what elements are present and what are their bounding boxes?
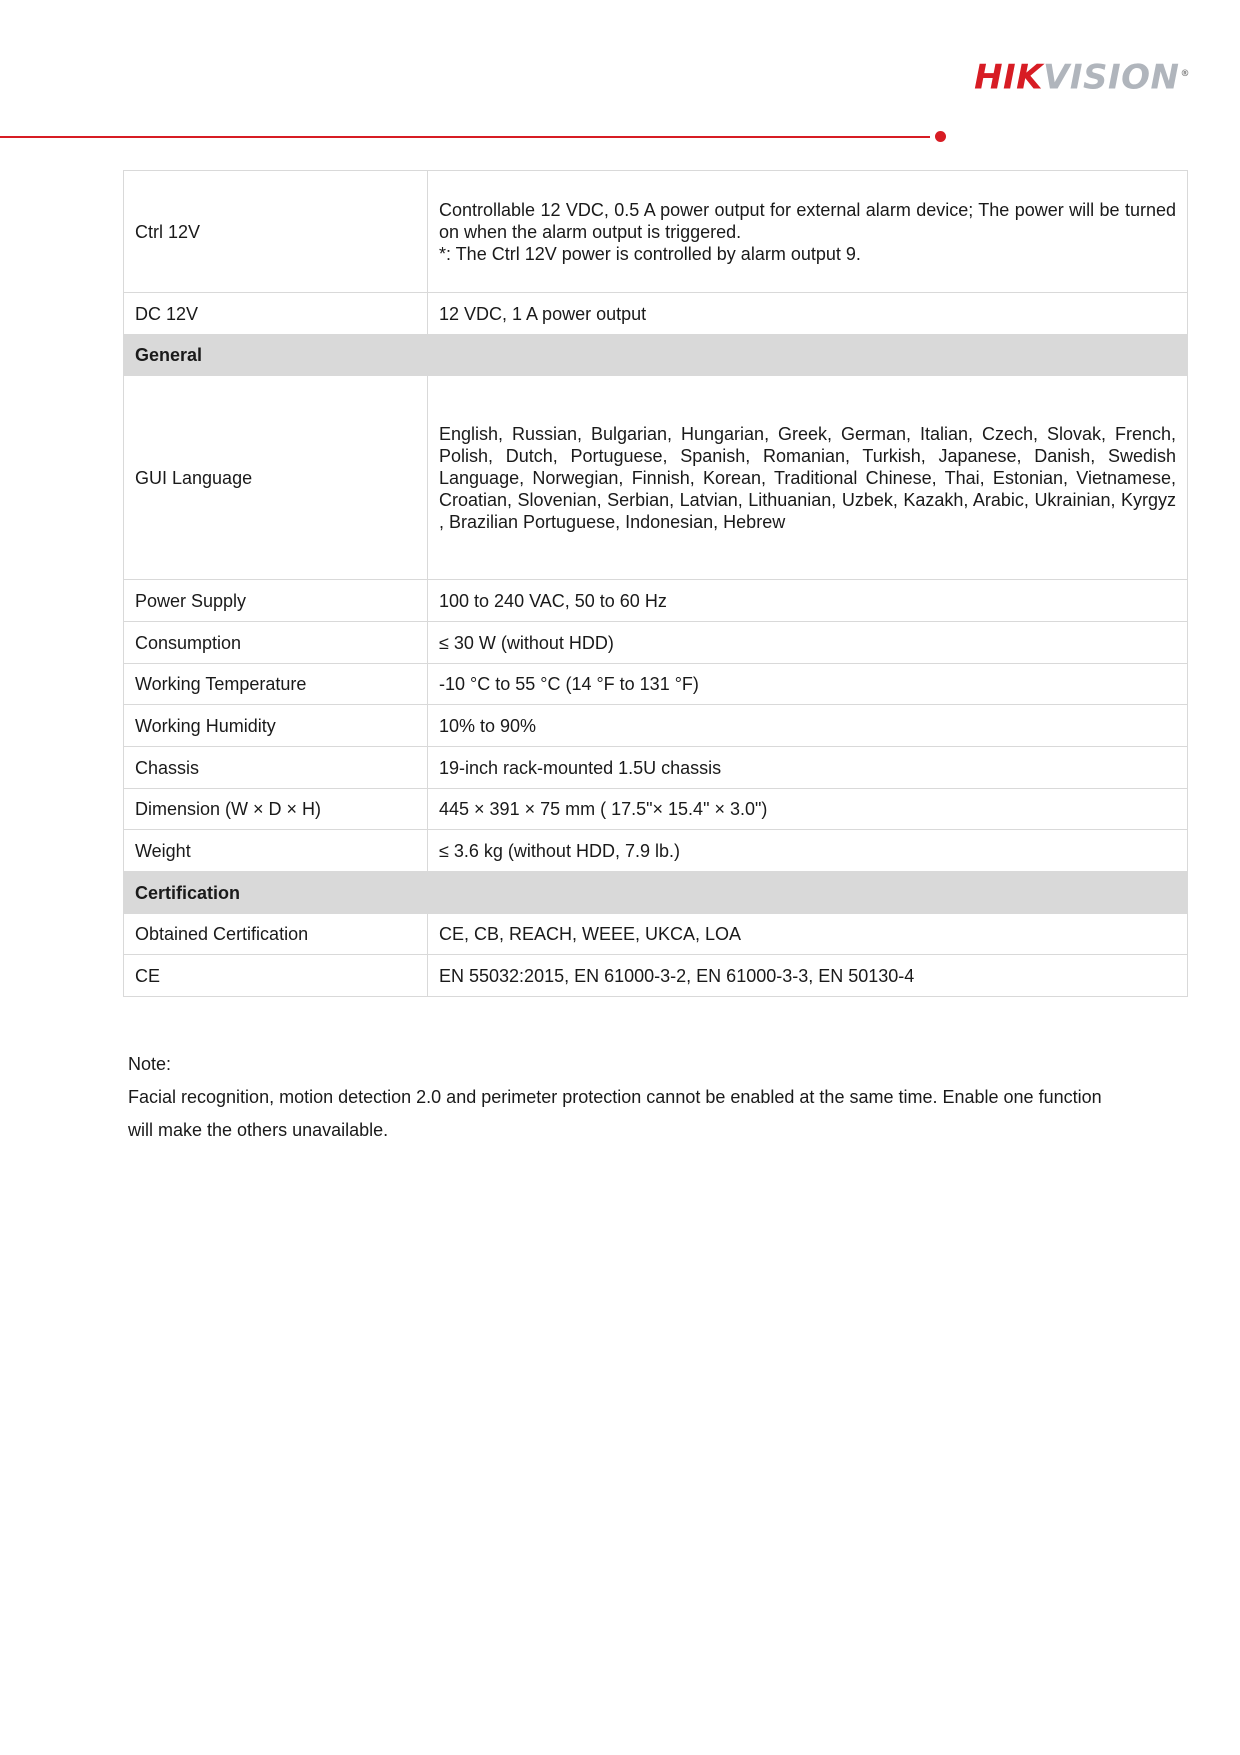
table-row xyxy=(124,955,1188,997)
note-text: Facial recognition, motion detection 2.0 and perimeter protection cannot be enabled at the same time. Enable one function will make the others unavailable. xyxy=(128,1087,1102,1140)
spec-label: Ctrl 12V xyxy=(124,171,428,293)
spec-label: DC 12V xyxy=(124,293,428,335)
spec-label: Working Humidity xyxy=(124,705,428,747)
spec-table xyxy=(123,170,1188,997)
spec-value: ≤ 3.6 kg (without HDD, 7.9 lb.) xyxy=(428,830,1188,872)
spec-value: English, Russian, Bulgarian, Hungarian, Greek, German, Italian, Czech, Slovak, French, Polish, Dutch, Portuguese, Spanish, Romanian, Turkish, Japanese, Danish, Swedish Language, Norwegian, Finnish, Korean, Traditional Chinese, Thai, Estonian, Vietnamese, Croatian, Slovenian, Serbian, Latvian, Lithuanian, Uzbek, Kazakh, Arabic, Ukrainian, Kyrgyz , Brazilian Portuguese, Indonesian, Hebrew xyxy=(428,376,1188,580)
spec-label: Weight xyxy=(124,830,428,872)
logo-vision-text: VISION xyxy=(1043,57,1180,98)
table-row xyxy=(124,376,1188,580)
note-title: Note: xyxy=(128,1054,172,1074)
table-row xyxy=(124,914,1188,955)
table-row xyxy=(124,622,1188,664)
spec-value: -10 °C to 55 °C (14 °F to 131 °F) xyxy=(428,664,1188,705)
spec-value: 10% to 90% xyxy=(428,705,1188,747)
spec-value: ≤ 30 W (without HDD) xyxy=(428,622,1188,664)
section-title: Certification xyxy=(124,872,1188,914)
table-row xyxy=(124,293,1188,335)
section-title: General xyxy=(124,335,1188,376)
spec-label: Working Temperature xyxy=(124,664,428,705)
logo-registered-mark: ® xyxy=(1180,69,1190,79)
table-row xyxy=(124,789,1188,830)
table-row xyxy=(124,705,1188,747)
table-row xyxy=(124,580,1188,622)
spec-label: Chassis xyxy=(124,747,428,789)
section-header-general xyxy=(124,335,1188,376)
spec-label: Power Supply xyxy=(124,580,428,622)
section-header-certification xyxy=(124,872,1188,914)
note-block xyxy=(128,1048,1128,1147)
spec-value: 19-inch rack-mounted 1.5U chassis xyxy=(428,747,1188,789)
spec-value xyxy=(428,171,1188,293)
spec-label: GUI Language xyxy=(124,376,428,580)
spec-label: CE xyxy=(124,955,428,997)
spec-label: Obtained Certification xyxy=(124,914,428,955)
spec-label: Consumption xyxy=(124,622,428,664)
spec-value-line: *: The Ctrl 12V power is controlled by alarm output 9. xyxy=(439,243,861,264)
table-row xyxy=(124,747,1188,789)
table-row xyxy=(124,830,1188,872)
spec-value: EN 55032:2015, EN 61000-3-2, EN 61000-3-3, EN 50130-4 xyxy=(428,955,1188,997)
spec-value: CE, CB, REACH, WEEE, UKCA, LOA xyxy=(428,914,1188,955)
spec-value: 12 VDC, 1 A power output xyxy=(428,293,1188,335)
spec-value-line: Controllable 12 VDC, 0.5 A power output for external alarm device; The power will be turned on when the alarm output is triggered. xyxy=(439,199,1176,242)
logo-hik-text: HIK xyxy=(974,57,1044,98)
table-row xyxy=(124,171,1188,293)
header-rule-line xyxy=(0,136,930,138)
spec-value: 100 to 240 VAC, 50 to 60 Hz xyxy=(428,580,1188,622)
hikvision-logo xyxy=(974,54,1190,97)
header-rule-dot xyxy=(935,131,946,142)
table-row xyxy=(124,664,1188,705)
spec-label: Dimension (W × D × H) xyxy=(124,789,428,830)
spec-value: 445 × 391 × 75 mm ( 17.5"× 15.4" × 3.0") xyxy=(428,789,1188,830)
